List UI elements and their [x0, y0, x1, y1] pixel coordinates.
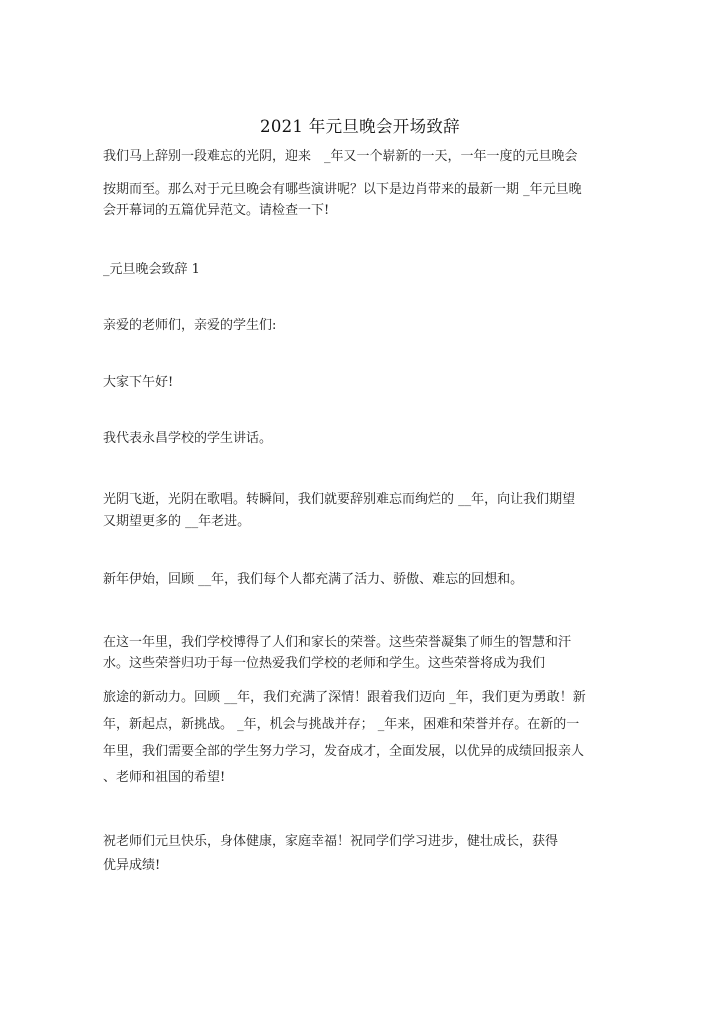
paragraph-line: 光阴飞逝，光阴在歌唱。转瞬间，我们就要辞别难忘而绚烂的 __年，向让我们期望 — [103, 492, 576, 507]
paragraph-line: 我们马上辞别一段难忘的光阴，迎来 _年又一个崭新的一天，一年一度的元旦晚会 — [103, 149, 578, 164]
paragraph-line: 祝老师们元旦快乐，身体健康，家庭幸福！祝同学们学习进步，健壮成长，获得 — [103, 834, 559, 849]
paragraph-line: 旅途的新动力。回顾 __年，我们充满了深情！跟着我们迈向 _年，我们更为勇敢！新 — [103, 690, 586, 705]
paragraph-line: 按期而至。那么对于元旦晚会有哪些演讲呢？以下是边肖带来的最新一期 _年元旦晚 — [103, 182, 582, 197]
paragraph-line: 我代表永昌学校的学生讲话。 — [103, 431, 273, 446]
section-heading: _元旦晚会致辞 1 — [103, 262, 200, 277]
paragraph-line: 优异成绩! — [103, 858, 161, 873]
paragraph-line: 水。这些荣誉归功于每一位热爱我们学校的老师和学生。这些荣誉将成为我们 — [103, 656, 546, 671]
paragraph-line: 年，新起点，新挑战。 _年，机会与挑战并存； _年来，困难和荣誉并存。在新的一 — [103, 717, 580, 732]
document-title: 2021 年元旦晚会开场致辞 — [260, 117, 460, 136]
paragraph-line: 会开幕词的五篇优异范文。请检查一下! — [103, 203, 330, 218]
paragraph-line: 新年伊始，回顾 __年，我们每个人都充满了活力、骄傲、难忘的回想和。 — [103, 572, 524, 587]
paragraph-line: 、老师和祖国的希望! — [103, 770, 226, 785]
paragraph-line: 年里，我们需要全部的学生努力学习，发奋成才，全面发展，以优异的成绩回报亲人 — [103, 744, 585, 759]
paragraph-line: 又期望更多的 __年老进。 — [103, 514, 251, 529]
paragraph-line: 在这一年里，我们学校博得了人们和家长的荣誉。这些荣誉凝集了师生的智慧和汗 — [103, 635, 572, 650]
paragraph-line: 亲爱的老师们，亲爱的学生们: — [103, 318, 277, 333]
paragraph-line: 大家下午好! — [103, 375, 174, 390]
